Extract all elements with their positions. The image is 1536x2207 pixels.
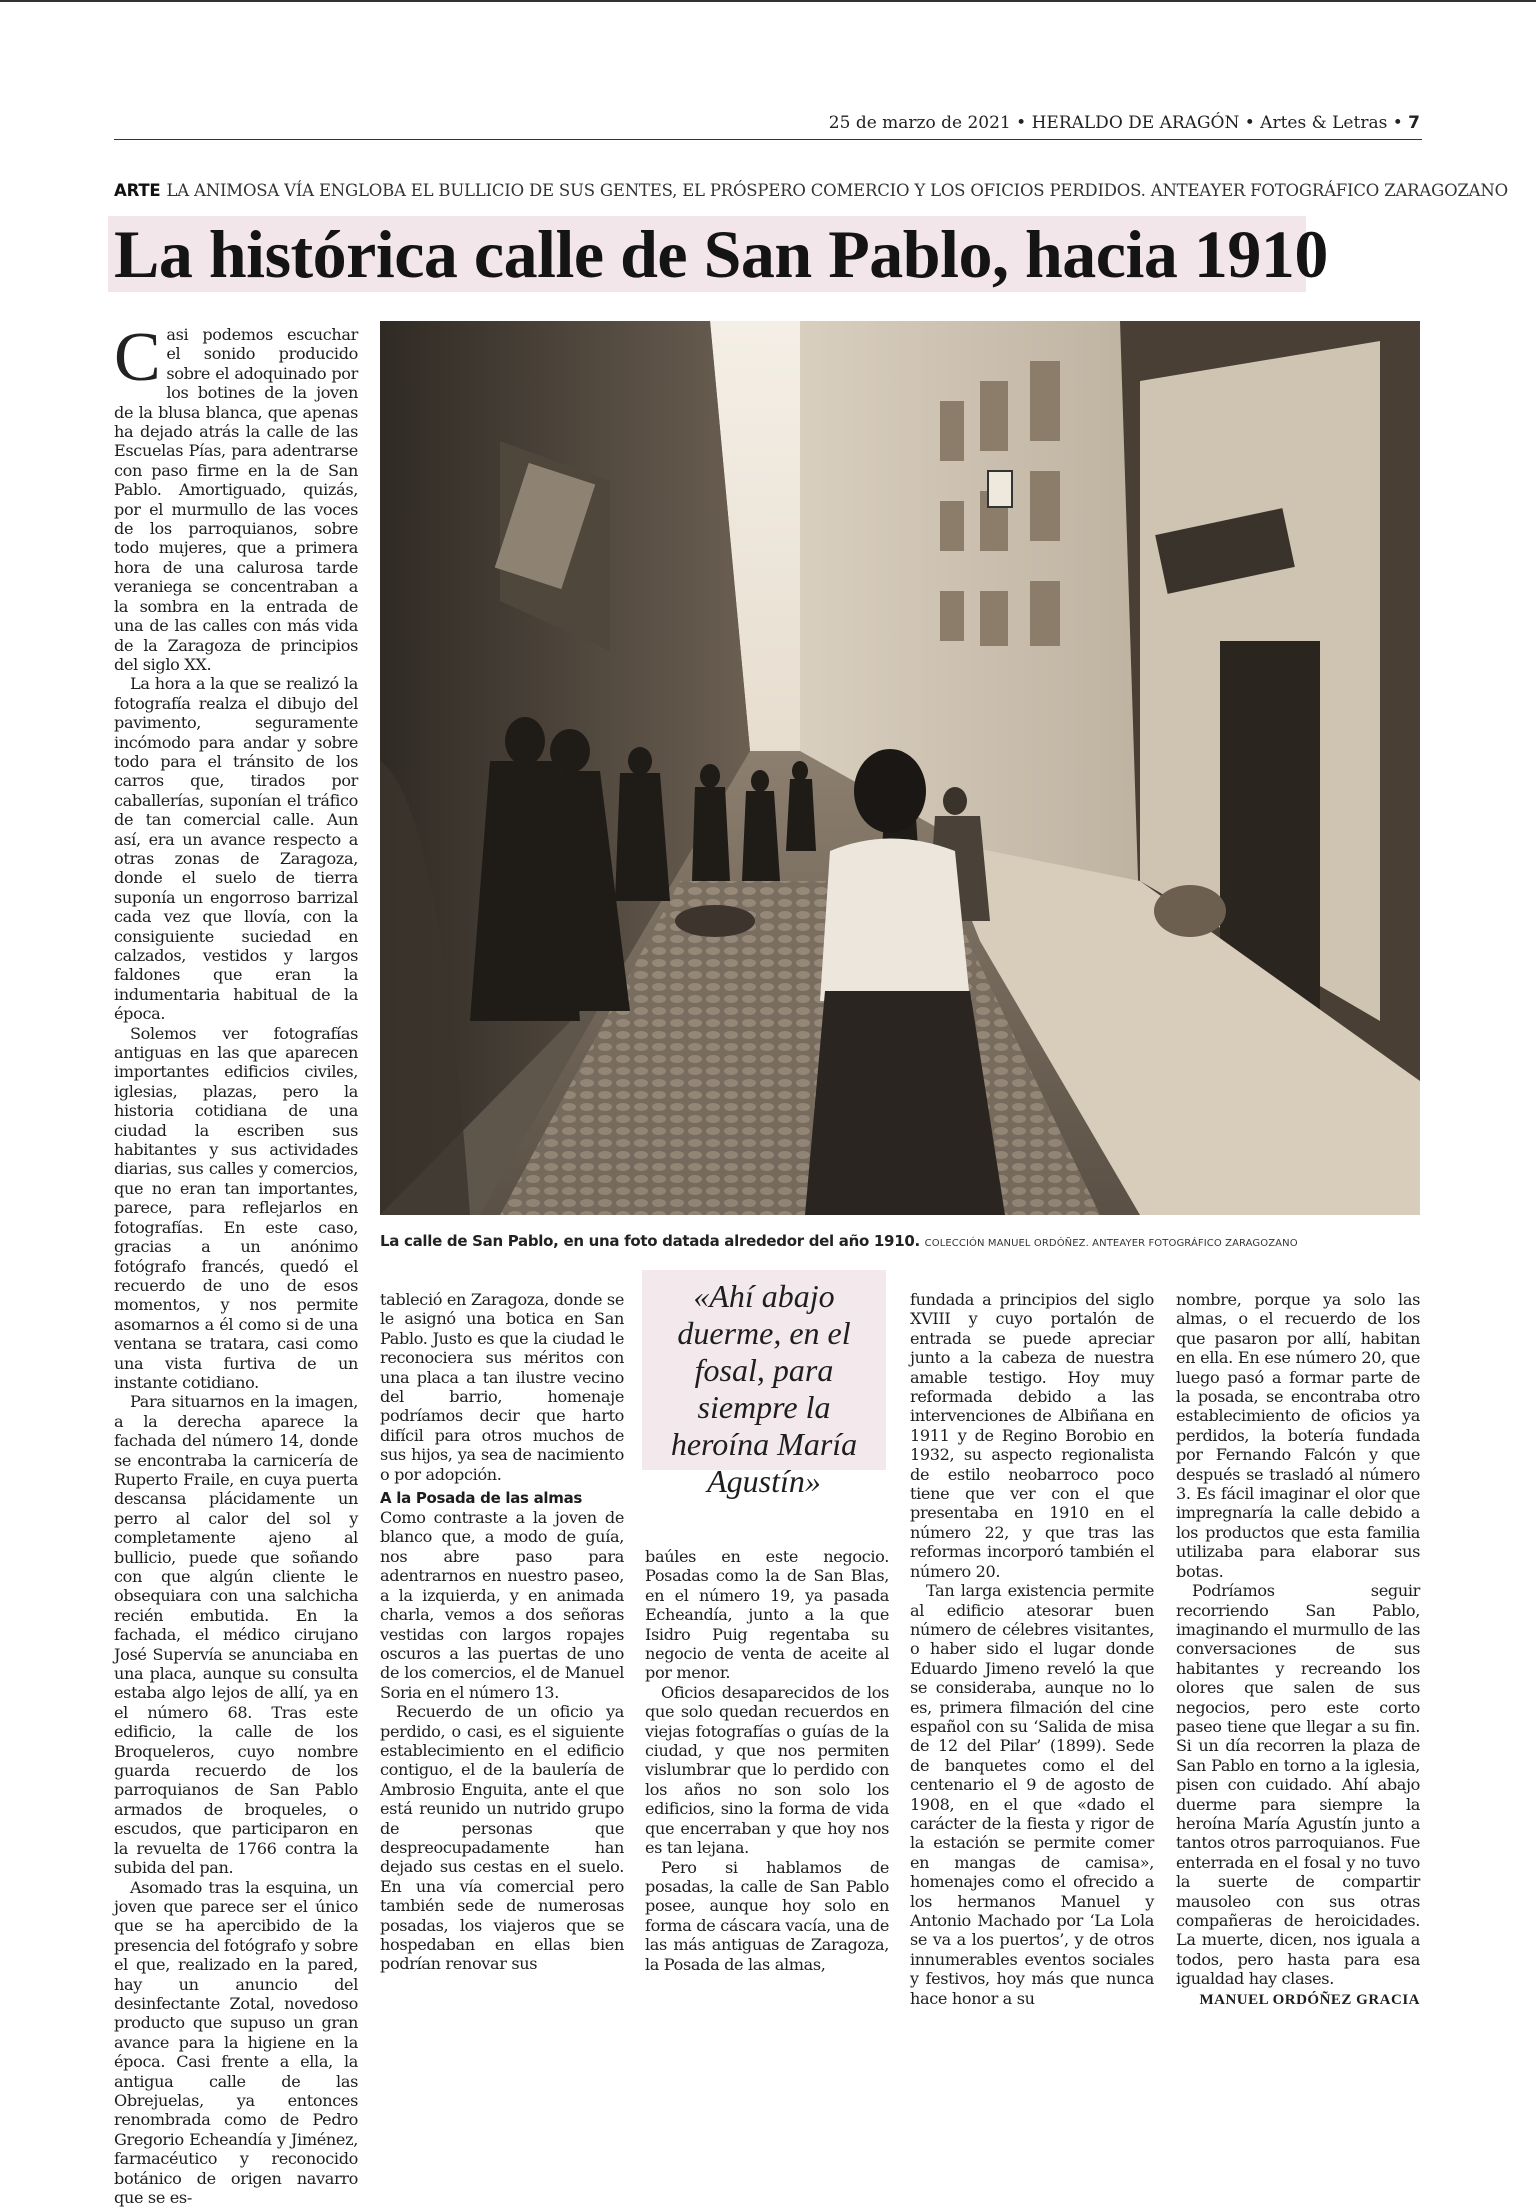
article-paragraph: Podríamos seguir recorriendo San Pablo, imaginando el murmullo de las conversaciones de sus habitantes y recreando los olores que salen de sus negocios, pero este corto paseo tiene que llegar a su fin. Si un día recorren la plaza de San Pablo en torno a la iglesia, pisen con cuidado. Ahí abajo duerme para siempre la heroína María Agustín junto a tantos otros parroquianos. Fue enterrada en el fosal y no tuvo la suerte de compartir mausoleo con sus otras compañeras de heroicidades. La muerte, dicen, nos iguala a todos, pero hasta para esa igualdad hay clases. <box>1176 1581 1420 1989</box>
street-photo <box>380 321 1420 1215</box>
article-paragraph: Pero si hablamos de posadas, la calle de San Pablo posee, aunque hoy solo en forma de cáscara vacía, una de las más antiguas de Zaragoza, la Posada de las almas, <box>645 1858 889 1974</box>
page-folio <box>829 113 1420 133</box>
caption-text: La calle de San Pablo, en una foto datada alrededor del año 1910. <box>380 1232 920 1250</box>
photo-credit: COLECCIÓN MANUEL ORDÓÑEZ. ANTEAYER FOTOGRÁFICO ZARAGOZANO <box>925 1238 1298 1249</box>
article-paragraph: Asomado tras la esquina, un joven que parece ser el único que se ha apercibido de la presencia del fotógrafo y sobre el que, realizado en la pared, hay un anuncio del desinfectante Zotal, novedoso producto que supuso un gran avance para la higiene en la época. Casi frente a ella, la antigua calle de las Obrejuelas, ya entonces renombrada como de Pedro Gregorio Echeandía y Jiménez, farmacéutico y reconocido botánico de origen navarro que se es- <box>114 1878 358 2207</box>
folio-text: 25 de marzo de 2021 • HERALDO DE ARAGÓN • Artes & Letras • <box>829 113 1403 133</box>
article-paragraph: Oficios desaparecidos de los que solo quedan recuerdos en viejas fotografías o guías de la ciudad, y que nos permiten vislumbrar que lo perdido con los años no son solo los edificios, sino la forma de vida que encerraban y que hoy nos es tan lejana. <box>645 1683 889 1858</box>
subheading: A la Posada de las almas <box>380 1488 624 1508</box>
page-number: 7 <box>1408 113 1420 133</box>
article-paragraph: Casi podemos escuchar el sonido producido sobre el adoquinado por los botines de la joven de la blusa blanca, que apenas ha dejado atrás la calle de las Escuelas Pías, para adentrarse con paso firme en la de San Pablo. Amortiguado, quizás, por el murmullo de las voces de los parroquianos, sobre todo mujeres, que a primera hora de una calurosa tarde veraniega se concentraban a la sombra en la entrada de una de las calles con más vida de la Zaragoza de principios del siglo XX. <box>114 325 358 674</box>
article-column-2 <box>380 1290 624 1910</box>
article-column-5 <box>1176 1290 1420 1910</box>
street-photo-illustration <box>380 321 1420 1215</box>
article-column-1 <box>114 325 358 1905</box>
article-paragraph: Como contraste a la joven de blanco que, a modo de guía, nos abre paso para adentrarnos en nuestro paseo, a la izquierda, y en animada charla, vemos a dos señoras vestidas con largos ropajes oscuros a las puertas de uno de los comercios, el de Manuel Soria en el número 13. <box>380 1508 624 1702</box>
kicker-text: LA ANIMOSA VÍA ENGLOBA EL BULLICIO DE SUS GENTES, EL PRÓSPERO COMERCIO Y LOS OFICIOS PERDIDOS. ANTEAYER FOTOGRÁFICO ZARAGOZANO <box>166 181 1507 200</box>
article-paragraph: La hora a la que se realizó la fotografía realza el dibujo del pavimento, seguramente incómodo para andar y sobre todo para el tránsito de los carros que, tirados por caballerías, suponían el tráfico de tan comercial calle. Aun así, era un avance respecto a otras zonas de Zaragoza, donde el suelo de tierra suponía un engorroso barrizal cada vez que llovía, con la consiguiente suciedad en calzados, vestidos y largos faldones que eran la indumentaria habitual de la época. <box>114 674 358 1023</box>
folio-rule <box>114 139 1422 140</box>
dropcap: C <box>114 329 160 387</box>
kicker <box>114 181 1424 200</box>
article-paragraph: tableció en Zaragoza, donde se le asignó una botica en San Pablo. Justo es que la ciudad le reconociera sus méritos con una placa a tan ilustre vecino del barrio, homenaje podríamos decir que harto difícil para otros muchos de sus hijos, ya sea de nacimiento o por adopción. <box>380 1290 624 1484</box>
article-paragraph: Solemos ver fotografías antiguas en las que aparecen importantes edificios civiles, iglesias, plazas, pero la historia cotidiana de una ciudad la escriben sus habitantes y sus actividades diarias, sus calles y comercios, que no eran tan importantes, parece, para reflejarlos en fotografías. En este caso, gracias a un anónimo fotógrafo francés, quedó el recuerdo de uno de esos momentos, y nos permite asomarnos a él como si de una ventana se tratara, casi como una vista furtiva de un instante cotidiano. <box>114 1024 358 1393</box>
top-rule <box>0 0 1536 2</box>
byline: MANUEL ORDÓÑEZ GRACIA <box>1176 1991 1420 2010</box>
headline: La histórica calle de San Pablo, hacia 1910 <box>114 216 1328 292</box>
section-label: ARTE <box>114 181 160 200</box>
article-paragraph: nombre, porque ya solo las almas, o el recuerdo de los que pasaron por allí, habitan en ella. En ese número 20, que luego pasó a formar parte de la posada, se encontraba otro establecimiento de oficios ya perdidos, la botería fundada por Fernando Falcón y que después se trasladó al número 3. Es fácil imaginar el olor que impregnaría la calle debido a los productos que esta familia utilizaba para elaborar sus botas. <box>1176 1290 1420 1581</box>
article-column-3 <box>645 1547 889 1907</box>
pullquote: «Ahí abajo duerme, en el fosal, para siempre la heroína María Agustín» <box>648 1278 880 1500</box>
article-paragraph: baúles en este negocio. Posadas como la de San Blas, en el número 19, ya pasada Echeandía, junto a la que Isidro Puig regentaba su negocio de venta de aceite al por menor. <box>645 1547 889 1683</box>
article-paragraph: Tan larga existencia permite al edificio atesorar buen número de célebres visitantes, o haber sido el lugar donde Eduardo Jimeno reveló la que se consideraba, aunque no lo es, primera filmación del cine español con su ‘Salida de misa de 12 del Pilar’ (1899). Sede de banquetes como el del centenario el 9 de agosto de 1908, en el que «dado el carácter de la fiesta y rigor de la estación se permite comer en mangas de camisa», homenajes como el ofrecido a los hermanos Manuel y Antonio Machado por ‘La Lola se va a los puertos’, y de otros innumerables eventos sociales y festivos, hoy más que nunca hace honor a su <box>910 1581 1154 2008</box>
article-column-4 <box>910 1290 1154 1910</box>
article-paragraph: Para situarnos en la imagen, a la derecha aparece la fachada del número 14, donde se encontraba la carnicería de Ruperto Fraile, en cuya puerta descansa plácidamente un perro al calor del sol y completamente ajeno al bullicio, puede que soñando con que algún cliente le obsequiara con una salchicha recién embutida. En la fachada, el médico cirujano José Supervía se anunciaba en una placa, aunque su consulta estaba algo lejos de allí, ya en el número 68. Tras este edificio, la calle de los Broqueleros, cuyo nombre guarda recuerdo de los parroquianos de San Pablo armados de broqueles, o escudos, que participaron en la revuelta de 1766 contra la subida del pan. <box>114 1392 358 1877</box>
article-paragraph: fundada a principios del siglo XVIII y cuyo portalón de entrada se puede apreciar junto a la cabeza de nuestra amable testigo. Hoy muy reformada debido a las intervenciones de Albiñana en 1911 y de Regino Borobio en 1932, su aspecto regionalista de estilo neobarroco poco tiene que ver con el que presentaba en 1910 en el número 22, y que tras las reformas incorporó también el número 20. <box>910 1290 1154 1581</box>
article-paragraph: Recuerdo de un oficio ya perdido, o casi, es el siguiente establecimiento en el edificio contiguo, el de la baulería de Ambrosio Enguita, ante el que está reunido un nutrido grupo de personas que despreocupadamente han dejado sus cestas en el suelo. En una vía comercial pero también sede de numerosas posadas, los viajeros que se hospedaban en ellas bien podrían renovar sus <box>380 1702 624 1974</box>
photo-caption <box>380 1232 1420 1250</box>
